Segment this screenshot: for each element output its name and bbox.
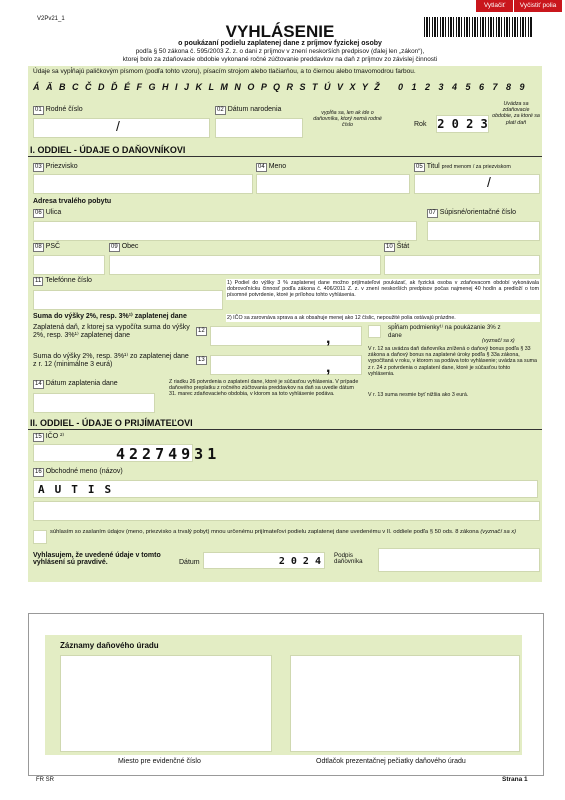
postal-code-input[interactable] [33, 255, 105, 275]
field-14-label: 14 Dátum zaplatenia dane [35, 380, 118, 387]
field-05-label: 05 Titul pred menom / za priezviskom [416, 163, 511, 170]
surname-input[interactable] [33, 174, 253, 194]
title-slash: / [487, 174, 491, 190]
page-title: VYHLÁSENIE [225, 22, 335, 41]
consent-checkbox[interactable] [33, 530, 47, 544]
sample-letters: Á Ä B C Č D Ď É F G H I J K L M N O P Q R S T Ú V X Y Ž [33, 82, 380, 92]
stamp-caption: Odtlačok prezentačnej pečiatky daňového úradu [316, 758, 466, 765]
field-04-label: 04 Meno [258, 163, 287, 170]
stamp-field[interactable] [290, 655, 520, 752]
company-name-input[interactable]: AUTIS [33, 480, 538, 498]
office-records-title: Záznamy daňového úradu [60, 641, 159, 650]
note-14: Z riadku 26 potvrdenia o zaplatení dane, ktoré je súčasťou vyhlásenia. V prípade daňového preplatku z ročného zúčtovania preddavkov na daň sa uvedie dátum 31. marec zdaňovacieho obdobia, v ktorom sa toto vyhlásenie podáva. [169, 379, 359, 398]
field-03-label: 03 Priezvisko [35, 163, 78, 170]
ico-input[interactable]: 42274931 [33, 444, 193, 462]
field-10-label: 10 Štát [386, 243, 410, 250]
section-2-title: II. ODDIEL - ÚDAJE O PRIJÍMATEĽOVI [28, 416, 542, 430]
form-subtitle-line3: ktorej bolo za zdaňovacie obdobie vykonané ročné zúčtovanie preddavkov na daň z príjmov zo závislej činnosti [122, 56, 438, 63]
company-name-line-2[interactable] [33, 501, 540, 521]
field-13-label: Suma do výšky 2%, resp. 3%¹⁾ zo zaplatenej dane z r. 12 (minimálne 3 eurá) [33, 353, 189, 368]
footer-left: FR SR [36, 777, 54, 783]
field-11-label: 11 Telefónne číslo [35, 277, 92, 284]
tax-amount-heading: Suma do výšky 2%, resp. 3%¹⁾ zaplatenej dane [33, 313, 187, 320]
field-07-label: 07 Súpisné/orientačné číslo [429, 209, 516, 216]
paid-tax-comma: , [326, 330, 331, 347]
share-amount-comma: , [326, 359, 331, 376]
footer-right: Strana 1 [502, 776, 528, 783]
condition-checkbox[interactable] [368, 325, 381, 338]
sign-label: Podpis daňovníka [334, 552, 363, 566]
field-06-label: 06 Ulica [35, 209, 62, 216]
evidence-number-caption: Miesto pre evidenčné číslo [118, 758, 201, 765]
paid-tax-input[interactable] [210, 326, 362, 346]
print-button[interactable]: Vytlačiť [476, 0, 513, 12]
sample-digits: 0 1 2 3 4 5 6 7 8 9 [398, 82, 525, 92]
field-02-label: 02 Dátum narodenia [217, 106, 282, 113]
instructions: Údaje sa vypĺňajú paličkovým písmom (podľa tohto vzoru), písacím strojom alebo tlačiarňou, a to čiernou alebo tmavomodrou farbou. [33, 68, 416, 75]
country-input[interactable] [384, 255, 540, 275]
street-input[interactable] [33, 221, 417, 241]
evidence-number-field[interactable] [60, 655, 272, 752]
field-15-label: 15 IČO ²⁾ [35, 433, 65, 440]
form-subtitle: o poukázaní podielu zaplatenej dane z príjmov fyzickej osoby [178, 40, 382, 47]
year-note: Uvádza sa zdaňovacie obdobie, za ktoré sa platí daň [492, 101, 540, 126]
consent-text: súhlasím so zaslaním údajov (meno, priezvisko a trvalý pobyt) mnou určenému prijímateľovi podielu zaplatenej dane uvedenému v II. oddiele podľa § 50 ods. 8 zákona (vyznačí sa x) [50, 529, 517, 535]
note-12: V r. 12 sa uvádza daň daňovníka znížená o daňový bonus podľa § 33 zákona a daňový bonus na zaplatené úroky podľa § 33a zákona, vypočítaná v roku, v ktorom sa podáva toto vyhlásenie; uvádza sa suma z r. 24 z potvrdenia o zaplatení dane, ktoré je súčasťou tohto vyhlásenia. [368, 346, 538, 377]
birth-number-input[interactable] [33, 118, 210, 138]
field-13-number: 13 [198, 357, 205, 363]
address-heading: Adresa trvalého pobytu [33, 198, 112, 205]
field-12-label: Zaplatená daň, z ktorej sa vypočíta suma do výšky 2%, resp. 3%¹⁾ zaplatenej dane [33, 324, 190, 339]
year-input[interactable]: 2 0 2 3 [437, 117, 488, 131]
form-subtitle-line2: podľa § 50 zákona č. 595/2003 Z. z. o dani z príjmov v znení neskorších predpisov (ďalej len „zákon“), [135, 48, 425, 55]
field-12-number: 12 [198, 328, 205, 334]
note-13: V r. 13 suma nesmie byť nižšia ako 3 eurá. [368, 392, 469, 398]
note-2: 2) IČO sa zarovnáva sprava a ak obsahuje menej ako 12 číslic, nepoužité polia ostávajú prázdne. [226, 314, 540, 322]
title-input[interactable] [414, 174, 540, 194]
year-label: Rok [414, 121, 427, 128]
condition-hint: (vyznačí sa x) [482, 338, 515, 344]
barcode [424, 17, 532, 37]
clear-fields-button[interactable]: Vyčistiť polia [514, 0, 562, 12]
note-1: 1) Podiel do výšky 3 % zaplatenej dane možno prijímateľovi poukázať, ak fyzická osoba v zdaňovacom období vykonávala dobrovoľnícku činnosť podľa zákona č. 406/2011 Z. z. v znení neskorších predpisov počas najmenej 40 hodín a predloží o tom písomné potvrdenie, ktoré je prílohou tohto vyhlásenia. [227, 280, 539, 299]
house-number-input[interactable] [427, 221, 540, 241]
field-09-label: 09 Obec [111, 243, 139, 250]
payment-date-input[interactable] [33, 393, 155, 413]
share-amount-input[interactable] [210, 355, 362, 375]
date-label: Dátum [179, 559, 200, 566]
section-1-title: I. ODDIEL - ÚDAJE O DAŇOVNÍKOVI [28, 143, 542, 157]
birth-date-input[interactable] [215, 118, 303, 138]
field-01-label: 01 Rodné číslo [35, 106, 83, 113]
signature-date-input[interactable]: 2 0 2 4 [203, 552, 325, 569]
name-input[interactable] [256, 174, 410, 194]
birth-number-slash: / [116, 118, 120, 134]
city-input[interactable] [109, 255, 381, 275]
declaration: Vyhlasujem, že uvedené údaje v tomto vyhlásení sú pravdivé. [33, 552, 161, 566]
field-02-note: vypĺňa sa, len ak ide o daňovníka, ktorý nemá rodné číslo [313, 110, 382, 129]
field-08-label: 08 PSČ [35, 243, 61, 250]
field-16-label: 16 Obchodné meno (názov) [35, 468, 123, 475]
form-code: V2Pv21_1 [37, 16, 65, 22]
phone-input[interactable] [33, 290, 223, 310]
condition-label: spĺňam podmienky¹⁾ na poukázanie 3% z dane [388, 324, 501, 339]
signature-field[interactable] [378, 548, 540, 572]
